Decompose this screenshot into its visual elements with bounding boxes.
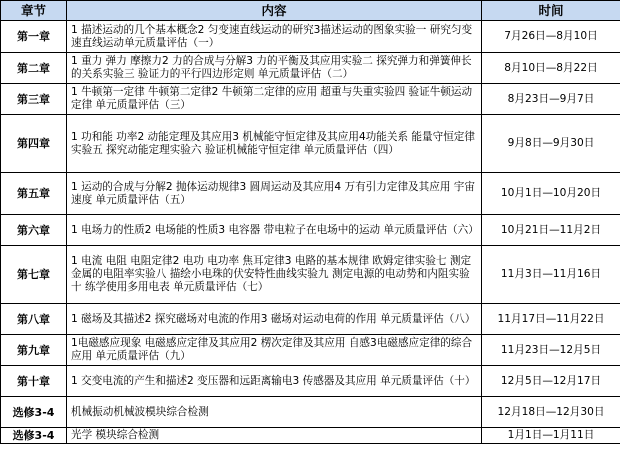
- chapter-cell: 第五章: [1, 173, 67, 215]
- chapter-cell: 第八章: [1, 304, 67, 335]
- chapter-cell: 选修3-4: [1, 428, 67, 444]
- table-row: [1, 366, 620, 397]
- time-cell: 10月1日—10月20日: [482, 173, 620, 215]
- chapter-cell: 第四章: [1, 115, 67, 173]
- time-cell: 11月17日—11月22日: [482, 304, 620, 335]
- time-cell: 8月10日—8月22日: [482, 53, 620, 84]
- content-cell: 1 描述运动的几个基本概念2 匀变速直线运动的研究3描述运动的图象实验一 研究匀变速直线运动单元质量评估（一）: [67, 21, 482, 53]
- content-cell: 1 磁场及其描述2 探究磁场对电流的作用3 磁场对运动电荷的作用 单元质量评估（八）: [67, 304, 482, 335]
- content-cell: 1 牛顿第一定律 牛顿第二定律2 牛顿第二定律的应用 超重与失重实验四 验证牛顿运动定律 单元质量评估（三）: [67, 84, 482, 115]
- content-cell: 机械振动机械波模块综合检测: [67, 397, 482, 428]
- content-cell: 1 交变电流的产生和描述2 变压器和远距离输电3 传感器及其应用 单元质量评估（十）: [67, 366, 482, 397]
- table-row: [1, 115, 620, 173]
- table-row: [1, 215, 620, 246]
- time-cell: 12月18日—12月30日: [482, 397, 620, 428]
- time-cell: 11月3日—11月16日: [482, 246, 620, 304]
- table-row: [1, 304, 620, 335]
- table-row: [1, 21, 620, 53]
- table-row: [1, 173, 620, 215]
- chapter-cell: 第十章: [1, 366, 67, 397]
- time-cell: 8月23日—9月7日: [482, 84, 620, 115]
- header-chapter: 章节: [1, 1, 67, 21]
- content-cell: 1 运动的合成与分解2 抛体运动规律3 圆周运动及其应用4 万有引力定律及其应用 宇宙速度 单元质量评估（五）: [67, 173, 482, 215]
- time-cell: 12月5日—12月17日: [482, 366, 620, 397]
- chapter-cell: 第三章: [1, 84, 67, 115]
- table-row: [1, 335, 620, 366]
- table-row: [1, 428, 620, 444]
- content-cell: 1 电流 电阻 电阻定律2 电功 电功率 焦耳定律3 电路的基本规律 欧姆定律实验七 测定金属的电阻率实验八 描绘小电珠的伏安特性曲线实验九 测定电源的电动势和内阻实验十 练学使用多用电表 单元质量评估（七）: [67, 246, 482, 304]
- time-cell: 7月26日—8月10日: [482, 21, 620, 53]
- header-time: 时间: [482, 1, 620, 21]
- time-cell: 11月23日—12月5日: [482, 335, 620, 366]
- time-cell: 10月21日—11月2日: [482, 215, 620, 246]
- chapter-cell: 第一章: [1, 21, 67, 53]
- table-header-row: [1, 1, 620, 21]
- chapter-cell: 选修3-4: [1, 397, 67, 428]
- time-cell: 9月8日—9月30日: [482, 115, 620, 173]
- chapter-cell: 第七章: [1, 246, 67, 304]
- table-row: [1, 84, 620, 115]
- chapter-cell: 第二章: [1, 53, 67, 84]
- content-cell: 1 电场力的性质2 电场能的性质3 电容器 带电粒子在电场中的运动 单元质量评估（六）: [67, 215, 482, 246]
- content-cell: 1电磁感应现象 电磁感应定律及其应用2 楞次定律及其应用 自感3电磁感应定律的综合应用 单元质量评估（九）: [67, 335, 482, 366]
- time-cell: 1月1日—1月11日: [482, 428, 620, 444]
- chapter-cell: 第九章: [1, 335, 67, 366]
- chapter-cell: 第六章: [1, 215, 67, 246]
- content-cell: 1 功和能 功率2 动能定理及其应用3 机械能守恒定律及其应用4功能关系 能量守恒定律实验五 探究动能定理实验六 验证机械能守恒定律 单元质量评估（四）: [67, 115, 482, 173]
- header-content: 内容: [67, 1, 482, 21]
- content-cell: 光学 模块综合检测: [67, 428, 482, 444]
- table-row: [1, 246, 620, 304]
- table-row: [1, 53, 620, 84]
- table-row: [1, 397, 620, 428]
- content-cell: 1 重力 弹力 摩擦力2 力的合成与分解3 力的平衡及其应用实验二 探究弹力和弹簧伸长的关系实验三 验证力的平行四边形定则 单元质量评估（二）: [67, 53, 482, 84]
